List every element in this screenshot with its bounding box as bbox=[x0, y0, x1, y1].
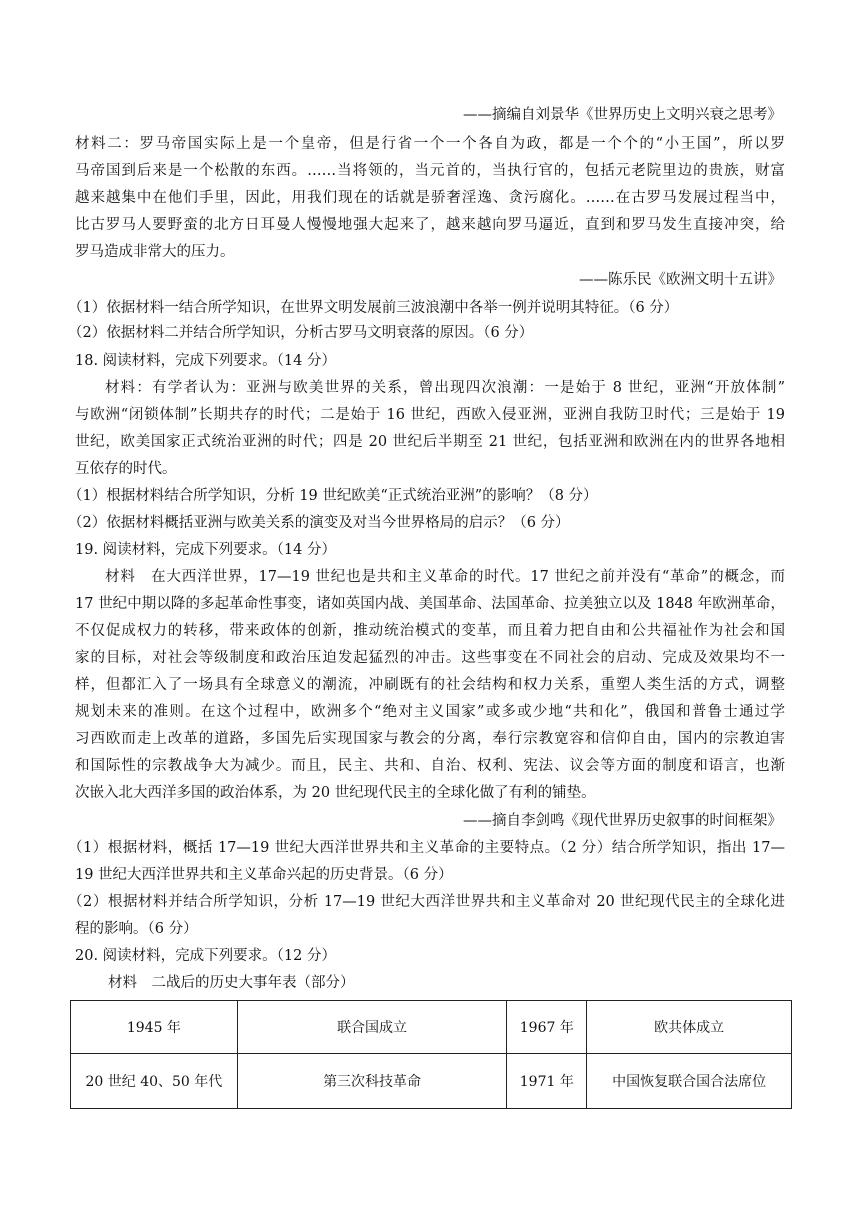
material2-line: 马帝国到后来是一个松散的东西。……当将领的，当元首的，当执行官的，包括元老院里边的贵族，财富 bbox=[75, 163, 785, 179]
question-17-2: （2）依据材料二并结合所学知识，分析古罗马文明衰落的原因。（6 分） bbox=[68, 325, 534, 341]
question-19-1-cont: 19 世纪大西洋世界共和主义革命兴起的历史背景。（6 分） bbox=[75, 867, 453, 883]
question-18-heading: 18. 阅读材料，完成下列要求。（14 分） bbox=[75, 353, 336, 369]
q19-material-line: 不仅促成权力的转移，带来政体的创新，推动统治模式的变革，而且着力把自由和公共福祉作为社会和国 bbox=[75, 623, 785, 639]
q18-material-line: 与欧洲“闭锁体制”长期共存的时代；二是始于 16 世纪，西欧入侵亚洲，亚洲自我防卫时代；三是始于 19 bbox=[75, 407, 785, 423]
q18-material-line: 材料：有学者认为：亚洲与欧美世界的关系，曾出现四次浪潮：一是始于 8 世纪，亚洲“开放体制” bbox=[105, 380, 785, 396]
events-table bbox=[70, 1000, 792, 1109]
table-cell: 1945 年 bbox=[71, 1001, 238, 1054]
question-19-2-cont: 程的影响。（6 分） bbox=[75, 921, 198, 937]
material2-line: 材料二：罗马帝国实际上是一个皇帝，但是行省一个一个各自为政，都是一个个的“小王国”，所以罗 bbox=[75, 136, 785, 152]
q18-material-line: 世纪，欧美国家正式统治亚洲的时代；四是 20 世纪后半期至 21 世纪，包括亚洲和欧洲在内的世界各地相 bbox=[75, 434, 785, 450]
q19-material-line: 规划未来的准则。在这个过程中，欧洲多个“绝对主义国家”或多或少地“共和化”，俄国和普鲁士通过学 bbox=[75, 704, 785, 720]
q19-material-line: 和国际性的宗教战争大为减少。而且，民主、共和、自治、权利、宪法、议会等方面的制度和语言，也渐 bbox=[75, 758, 785, 774]
q19-material-line: 次嵌入北大西洋多国的政治体系，为 20 世纪现代民主的全球化做了有利的铺垫。 bbox=[75, 785, 596, 801]
table-cell: 欧共体成立 bbox=[587, 1001, 792, 1054]
question-19-2: （2）根据材料并结合所学知识，分析 17—19 世纪大西洋世界共和主义革命对 20 世纪现代民主的全球化进 bbox=[68, 894, 785, 910]
question-18-1: （1）根据材料结合所学知识，分析 19 世纪欧美“正式统治亚洲”的影响？（8 分） bbox=[68, 488, 598, 504]
table-cell: 20 世纪 40、50 年代 bbox=[71, 1054, 238, 1109]
q19-material-line: 材料 在大西洋世界，17—19 世纪也是共和主义革命的时代。17 世纪之前并没有“革命”的概念，而 bbox=[105, 569, 785, 585]
source-citation-3: ——摘自李剑鸣《现代世界历史叙事的时间框架》 bbox=[463, 813, 782, 829]
q19-material-line: 家的目标，对社会等级制度和政治压迫发起猛烈的冲击。这些事变在不同社会的启动、完成及效果均不一 bbox=[75, 650, 785, 666]
q20-material-title: 材料 二战后的历史大事年表（部分） bbox=[108, 975, 355, 991]
table-cell: 1971 年 bbox=[507, 1054, 587, 1109]
source-citation-2: ——陈乐民《欧洲文明十五讲》 bbox=[579, 272, 782, 288]
table-cell: 联合国成立 bbox=[237, 1001, 507, 1054]
table-row bbox=[71, 1001, 792, 1054]
table-cell: 第三次科技革命 bbox=[237, 1054, 507, 1109]
q19-material-line: 17 世纪中期以降的多起革命性事变，诸如英国内战、美国革命、法国革命、拉美独立以及 1848 年欧洲革命， bbox=[75, 596, 785, 612]
question-20-heading: 20. 阅读材料，完成下列要求。（12 分） bbox=[75, 948, 336, 964]
material2-line: 比古罗马人要野蛮的北方日耳曼人慢慢地强大起来了，越来越向罗马逼近，直到和罗马发生直接冲突，给 bbox=[75, 217, 785, 233]
question-18-2: （2）依据材料概括亚洲与欧美关系的演变及对当今世界格局的启示？（6 分） bbox=[68, 515, 570, 531]
source-citation-1: ——摘编自刘景华《世界历史上文明兴衰之思考》 bbox=[463, 107, 782, 123]
material2-line: 罗马造成非常大的压力。 bbox=[75, 244, 235, 260]
question-19-heading: 19. 阅读材料，完成下列要求。（14 分） bbox=[75, 542, 336, 558]
q18-material-line: 互依存的时代。 bbox=[75, 461, 177, 477]
q19-material-line: 习西欧而走上改革的道路，多国先后实现国家与教会的分离，奉行宗教宽容和信仰自由，国内的宗教迫害 bbox=[75, 731, 785, 747]
table-cell: 1967 年 bbox=[507, 1001, 587, 1054]
material2-line: 越来越集中在他们手里，因此，用我们现在的话就是骄奢淫逸、贪污腐化。……在古罗马发展过程当中， bbox=[75, 190, 785, 206]
question-17-1: （1）依据材料一结合所学知识，在世界文明发展前三波浪潮中各举一例并说明其特征。（6 分） bbox=[68, 300, 679, 316]
table-cell: 中国恢复联合国合法席位 bbox=[587, 1054, 792, 1109]
table-row bbox=[71, 1054, 792, 1109]
question-19-1: （1）根据材料，概括 17—19 世纪大西洋世界共和主义革命的主要特点。（2 分）结合所学知识，指出 17— bbox=[68, 840, 785, 856]
q19-material-line: 样，但都汇入了一场具有全球意义的潮流，冲刷既有的社会结构和权力关系，重塑人类生活的方式，调整 bbox=[75, 677, 785, 693]
